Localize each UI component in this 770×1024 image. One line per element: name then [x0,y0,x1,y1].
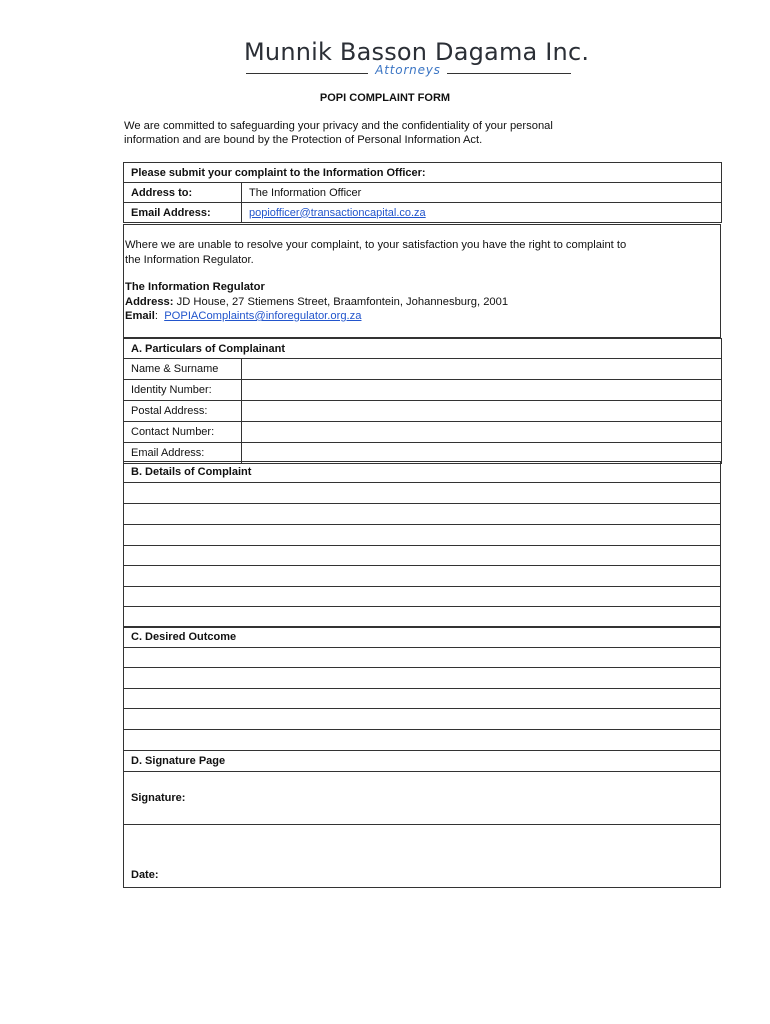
complaint-details-line[interactable] [124,587,721,607]
officer-table-heading: Please submit your complaint to the Information Officer: [124,163,722,183]
desired-outcome-line[interactable] [124,668,721,689]
address-to-value: The Information Officer [242,183,722,203]
desired-outcome-line[interactable] [124,730,721,751]
signature-field[interactable]: Signature: [124,772,721,825]
regulator-title: The Information Regulator [125,281,265,293]
field-label: Email Address: [124,443,242,464]
complainant-particulars-table [123,338,722,464]
regulator-note-line: Where we are unable to resolve your complaint, to your satisfaction you have the right to complaint to [125,239,627,251]
contact-number-field[interactable] [242,422,722,443]
regulator-email-label: Email [125,310,155,322]
intro-line: information and are bound by the Protection of Personal Information Act. [124,134,483,146]
postal-address-field[interactable] [242,401,722,422]
logo-company-name: Munnik Basson Dagama Inc. [244,38,590,66]
identity-number-field[interactable] [242,380,722,401]
address-to-label: Address to: [124,183,242,203]
complaint-details-line[interactable] [124,607,721,628]
date-field[interactable]: Date: [124,825,721,888]
section-b-heading: B. Details of Complaint [124,462,721,483]
section-d-heading: D. Signature Page [124,751,721,772]
regulator-address-value: JD House, 27 Stiemens Street, Braamfontein, Johannesburg, 2001 [176,295,509,308]
complaint-details-line[interactable] [124,483,721,504]
logo-rule-right [447,73,571,74]
complaint-details-line[interactable] [124,525,721,546]
logo-subtitle: Attorneys [375,63,441,77]
officer-email-label: Email Address: [124,203,242,223]
section-a-heading: A. Particulars of Complainant [124,339,722,359]
intro-line: We are committed to safeguarding your privacy and the confidentiality of your personal [124,120,553,132]
information-officer-table [123,162,722,223]
regulator-address-label: Address: [125,295,174,308]
regulator-email: Email: POPIAComplaints@inforegulator.org.za [125,310,362,322]
complaint-details-line[interactable] [124,504,721,525]
intro-paragraph [124,119,724,147]
desired-outcome-line[interactable] [124,709,721,730]
regulator-note-line: the Information Regulator. [125,253,254,266]
section-c-heading: C. Desired Outcome [124,627,721,648]
regulator-email-link[interactable]: POPIAComplaints@inforegulator.org.za [164,310,362,322]
complaint-details-table [123,461,721,628]
desired-outcome-line[interactable] [124,648,721,668]
field-label: Identity Number: [124,380,242,401]
field-label: Contact Number: [124,422,242,443]
desired-outcome-line[interactable] [124,689,721,709]
officer-email-link[interactable]: popiofficer@transactioncapital.co.za [249,206,426,219]
regulator-address [125,295,720,310]
desired-outcome-table [123,626,721,751]
information-regulator-block [125,238,720,324]
company-logo [244,38,590,82]
complaint-details-line[interactable] [124,546,721,566]
name-surname-field[interactable] [242,359,722,380]
complaint-details-line[interactable] [124,566,721,587]
field-label: Name & Surname [124,359,242,380]
field-label: Postal Address: [124,401,242,422]
form-title: POPI COMPLAINT FORM [319,92,451,104]
signature-table [123,750,721,888]
